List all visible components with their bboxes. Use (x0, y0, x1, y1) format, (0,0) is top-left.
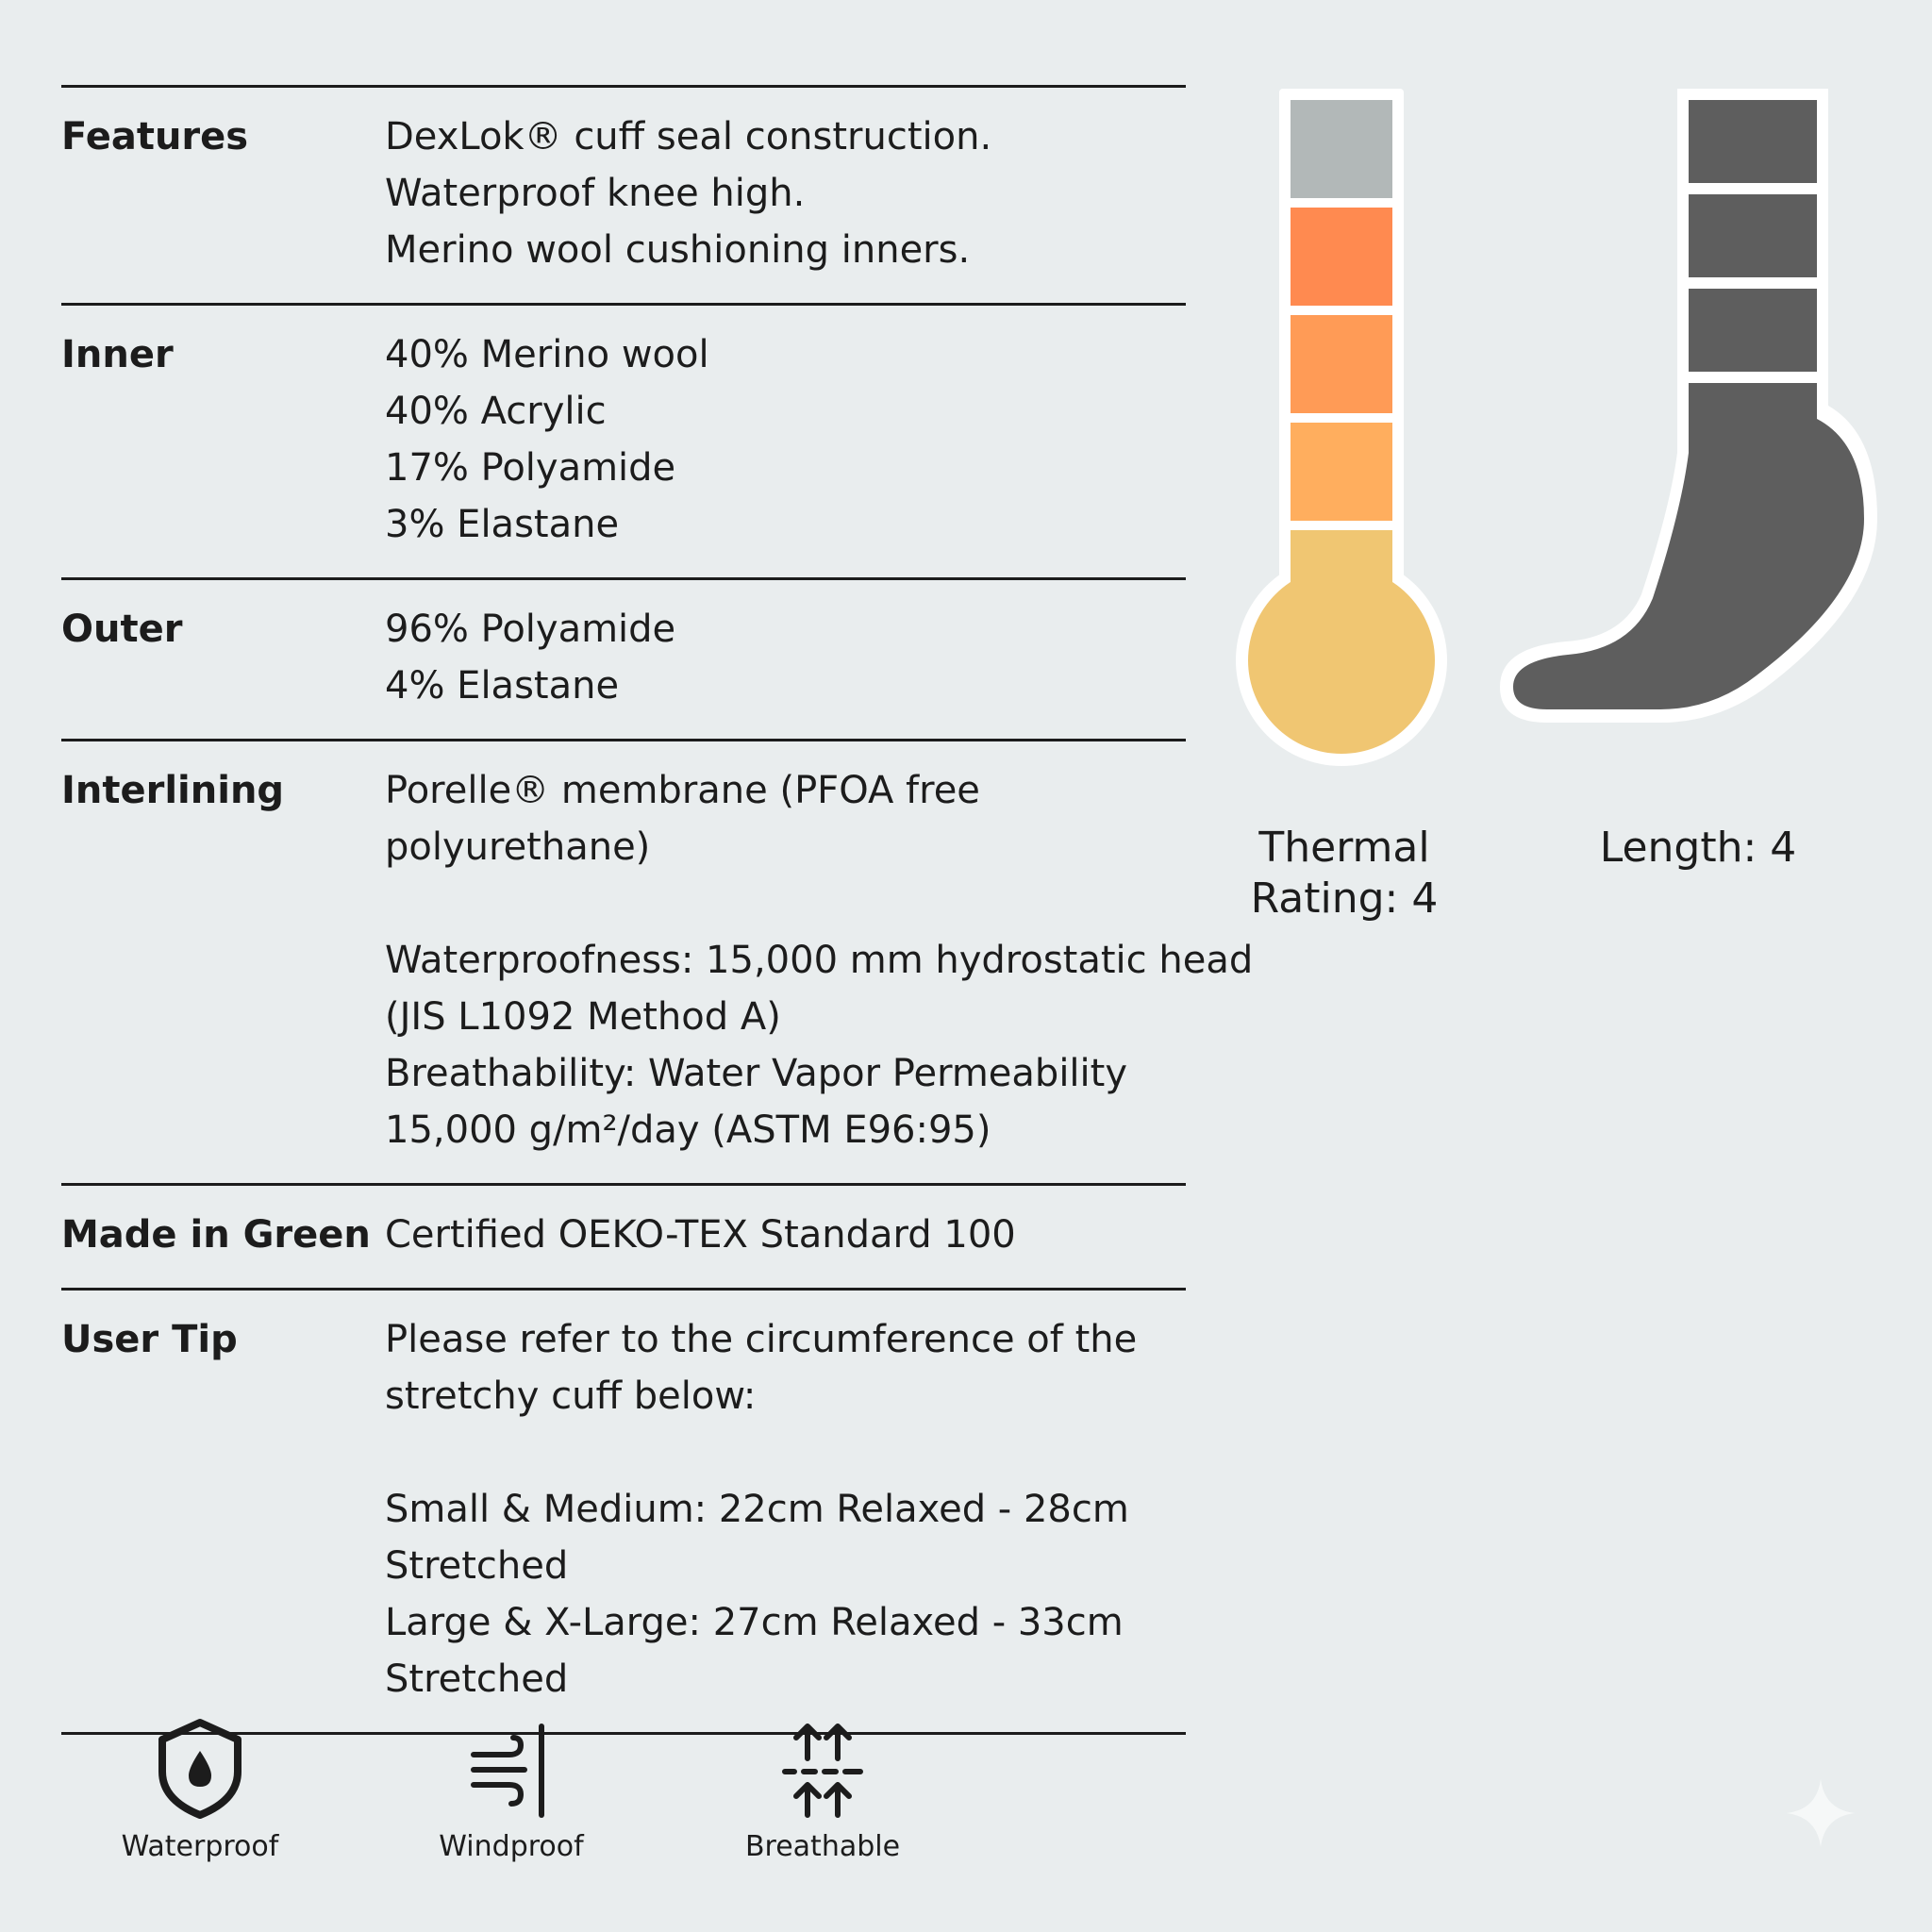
length-segment (1689, 289, 1817, 372)
spec-line: Breathability: Water Vapor Permeability (385, 1052, 1128, 1095)
thermal-rating-label (1226, 823, 1462, 924)
spec-line: 15,000 g/m²/day (ASTM E96:95) (385, 1108, 991, 1152)
spec-line: DexLok® cuff seal construction. (385, 115, 992, 158)
length-segment (1689, 194, 1817, 277)
spec-values (385, 1311, 1186, 1707)
spec-line: Waterproofness: 15,000 mm hydrostatic head (385, 939, 1254, 982)
thermal-segment-empty (1291, 100, 1392, 198)
spec-line-spacer (385, 1424, 1186, 1481)
spec-values (385, 1207, 1186, 1263)
feature-breathable (700, 1717, 945, 1863)
spec-line-spacer (385, 875, 1253, 932)
spec-line: Porelle® membrane (PFOA free (385, 769, 980, 812)
spec-label: Made in Green (61, 1213, 371, 1257)
spec-line: Small & Medium: 22cm Relaxed - 28cm (385, 1488, 1129, 1531)
shield-drop-icon (153, 1717, 247, 1821)
spec-values (385, 108, 1186, 278)
spec-line: Large & X-Large: 27cm Relaxed - 33cm (385, 1601, 1124, 1644)
spec-line: 40% Acrylic (385, 390, 607, 433)
feature-label: Windproof (439, 1830, 584, 1863)
length-segment-foot (1513, 383, 1864, 709)
breathable-arrows-icon (775, 1717, 870, 1821)
wind-icon (464, 1717, 558, 1821)
spec-line: Certified OEKO-TEX Standard 100 (385, 1213, 1016, 1257)
feature-windproof (389, 1717, 634, 1863)
thermal-segment (1291, 208, 1392, 306)
spec-row-outer (61, 577, 1186, 739)
spec-values (385, 326, 1186, 553)
thermal-segment (1291, 315, 1392, 413)
feature-label: Waterproof (121, 1830, 279, 1863)
thermometer-icon (1236, 89, 1447, 766)
spec-line: stretchy cuff below: (385, 1374, 757, 1418)
spec-label: User Tip (61, 1318, 238, 1361)
spec-label: Features (61, 115, 249, 158)
feature-waterproof (77, 1717, 323, 1863)
spec-line: 96% Polyamide (385, 608, 676, 651)
spec-line: 3% Elastane (385, 503, 620, 546)
spec-line: 17% Polyamide (385, 446, 676, 490)
spec-line: 4% Elastane (385, 664, 620, 708)
spec-values (385, 601, 1186, 714)
sock-icon (1500, 89, 1877, 723)
spec-line: Merino wool cushioning inners. (385, 228, 971, 272)
rating-gauges (1226, 85, 1887, 934)
spec-label: Inner (61, 333, 174, 376)
sparkle-icon (1787, 1779, 1855, 1847)
thermal-label-line: Thermal (1258, 824, 1430, 872)
spec-row-interlining (61, 739, 1254, 1183)
spec-line: Please refer to the circumference of the (385, 1318, 1138, 1361)
thermal-label-line: Rating: 4 (1250, 874, 1439, 923)
spec-line: polyurethane) (385, 825, 651, 869)
spec-line: Stretched (385, 1657, 569, 1701)
spec-line: (JIS L1092 Method A) (385, 995, 781, 1039)
spec-line: 40% Merino wool (385, 333, 709, 376)
spec-line: Waterproof knee high. (385, 172, 806, 215)
thermal-gauge-graphic (1226, 85, 1887, 802)
spec-row-inner (61, 303, 1186, 577)
spec-row-features (61, 85, 1186, 303)
spec-row-made-in-green (61, 1183, 1186, 1288)
feature-label: Breathable (744, 1830, 901, 1863)
spec-label: Outer (61, 608, 183, 651)
spec-values (385, 762, 1253, 1158)
length-label: Length: 4 (1599, 824, 1797, 872)
thermal-segment (1291, 423, 1392, 521)
thermal-bulb (1248, 567, 1435, 754)
spec-line: Stretched (385, 1544, 569, 1588)
spec-label: Interlining (61, 769, 285, 812)
spec-row-user-tip (61, 1288, 1186, 1735)
feature-icons (75, 1717, 1019, 1896)
length-segment (1689, 100, 1817, 183)
spec-table (61, 85, 1254, 1735)
